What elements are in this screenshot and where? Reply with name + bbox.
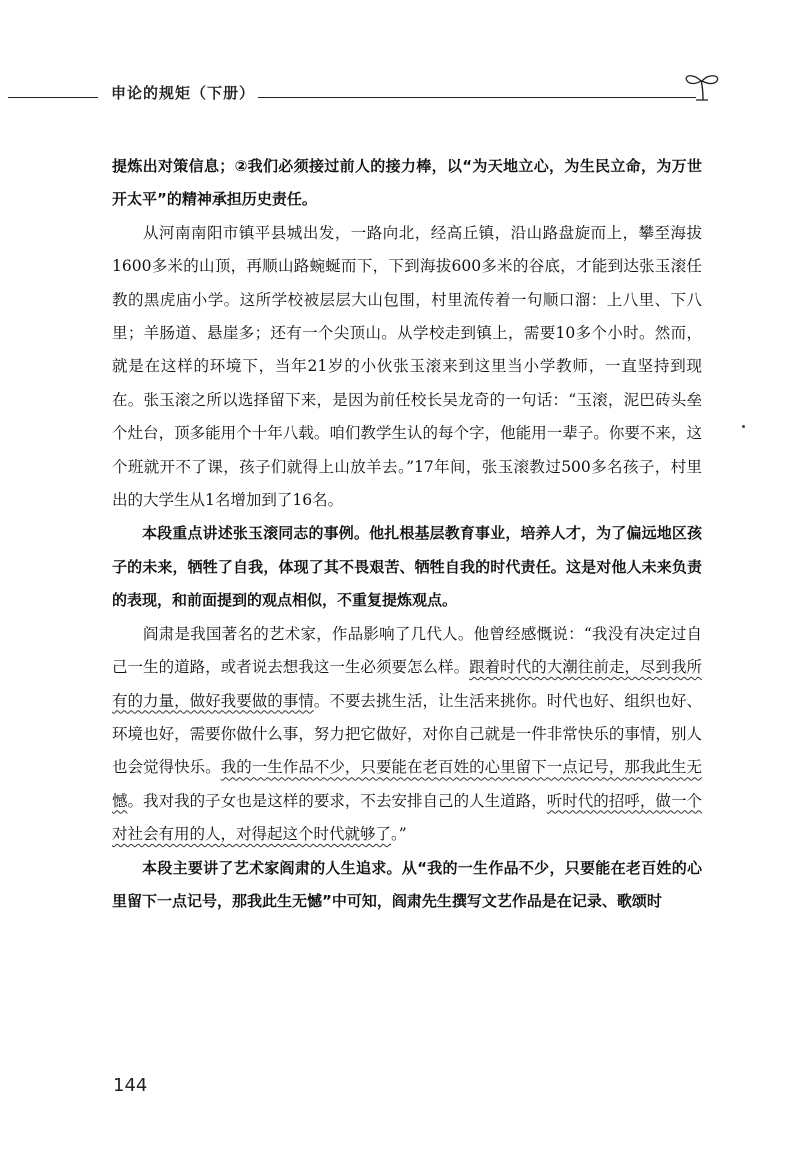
paragraph-4 xyxy=(112,618,702,852)
p4-text-3: 。我对我的子女也是这样的要求，不去安排自己的人生道路， xyxy=(127,791,547,810)
p4-text-2: 。不要去挑生活，让生活来挑你。时代也好、组织也好、环境也好，需要你做什么事，努力把它做好，对你自己就是一件非常快乐的事情，别人也会觉得快乐。 xyxy=(112,691,702,777)
page-number: 144 xyxy=(113,1075,148,1096)
p4-text-4: 。” xyxy=(391,825,407,844)
paragraph-1: 提炼出对策信息；②我们必须接过前人的接力棒，以“为天地立心，为生民立命，为万世开太平”的精神承担历史责任。 xyxy=(112,157,702,209)
p4-text-1: 阎肃是我国著名的艺术家，作品影响了几代人。他曾经感慨说：“我没有决定过自己一生的道路，或者说去想我这一生必须要怎么样。 xyxy=(112,624,702,677)
header-rule-left xyxy=(8,97,98,98)
p4-underlined-2: 我的一生作品不少，只要能在老百姓的心里留下一点记号，那我此生无憾 xyxy=(112,758,702,810)
page-body xyxy=(112,150,702,918)
p4-underlined-1: 跟着时代的大潮往前走，尽到我所有的力量，做好我要做的事情 xyxy=(112,658,702,710)
header-rule-right xyxy=(258,97,696,98)
paragraph-5: 本段主要讲了艺术家阎肃的人生追求。从“我的一生作品不少，只要能在老百姓的心里留下一点记号，那我此生无憾”中可知，阎肃先生撰写文艺作品是在记录、歌颂时 xyxy=(112,858,702,910)
scan-speck xyxy=(742,425,745,428)
book-title: 申论的规矩（下册） xyxy=(111,84,256,102)
paragraph-2: 从河南南阳市镇平县城出发，一路向北，经高丘镇，沿山路盘旋而上，攀至海拔1600多米的山顶，再顺山路蜿蜒而下，下到海拔600多米的谷底，才能到达张玉滚任教的黑虎庙小学。这所学校被层层大山包围，村里流传着一句顺口溜：上八里、下八里；羊肠道、悬崖多；还有一个尖顶山。从学校走到镇上，需要10多个小时。然而，就是在这样的环境下，当年21岁的小伙张玉滚来到这里当小学教师，一直坚持到现在。张玉滚之所以选择留下来，是因为前任校长吴龙奇的一句话：“玉滚，泥巴砖头垒个灶台，顶多能用个十年八载。咱们教学生认的每个字，他能用一辈子。你要不来，这个班就开不了课，孩子们就得上山放羊去。”17年间，张玉滚教过500多名孩子，村里出的大学生从1名增加到了16名。 xyxy=(112,223,702,510)
paragraph-3: 本段重点讲述张玉滚同志的事例。他扎根基层教育事业，培养人才，为了偏远地区孩子的未来，牺牲了自我，体现了其不畏艰苦、牺牲自我的时代责任。这是对他人未来负责的表现，和前面提到的观点相似，不重复提炼观点。 xyxy=(112,524,702,610)
running-header xyxy=(8,78,708,108)
p4-underlined-3: 听时代的招呼，做一个对社会有用的人，对得起这个时代就够了 xyxy=(112,791,702,844)
sprout-icon xyxy=(678,72,728,102)
cut-off-footer-text xyxy=(240,1156,470,1169)
